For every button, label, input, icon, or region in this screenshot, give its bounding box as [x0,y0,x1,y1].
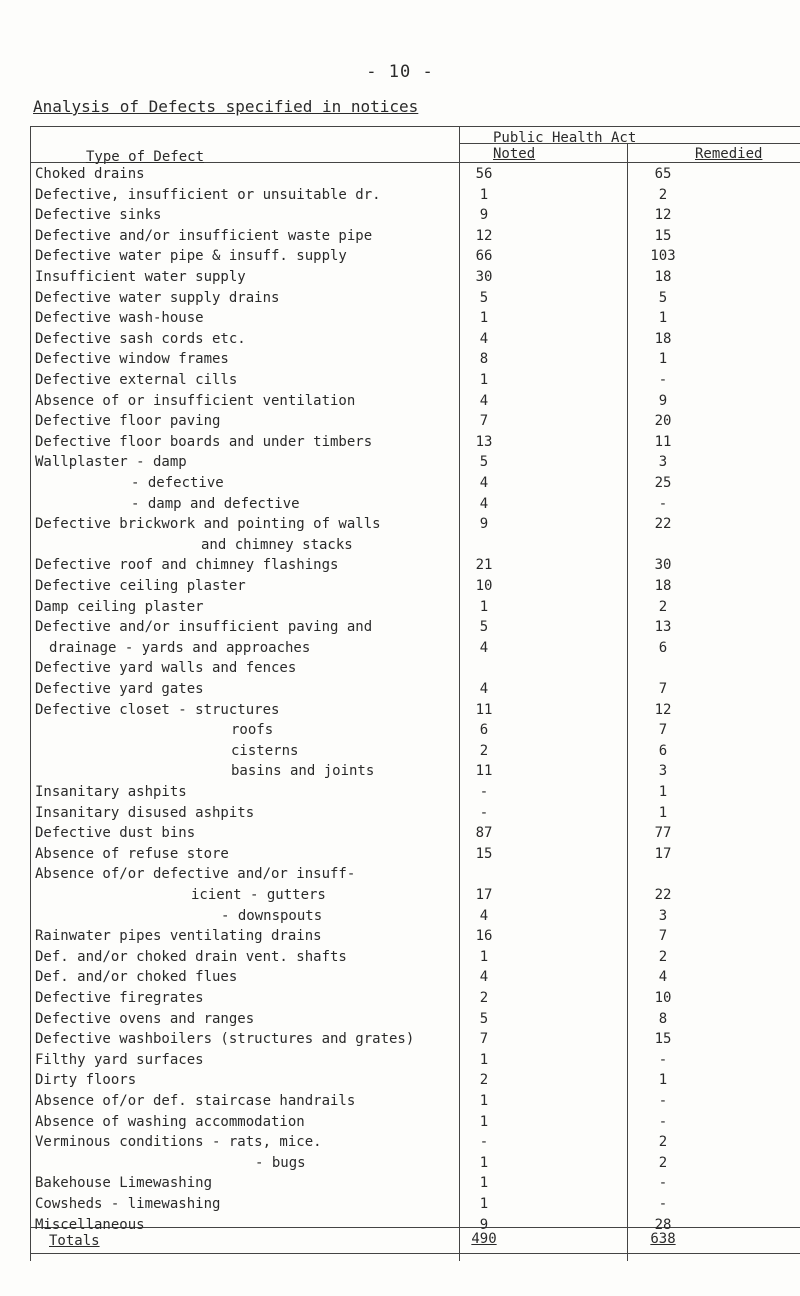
total-remedied: 638 [650,1231,676,1247]
remedied-value: 6 [658,639,668,656]
defect-label: Verminous conditions - rats, mice. [35,1134,322,1151]
table-row [31,928,800,944]
remedied-value: 15 [654,1031,672,1048]
noted-value: 9 [479,1216,489,1233]
defect-label: basins and joints [231,763,375,780]
page-heading: Analysis of Defects specified in notices [33,97,419,116]
remedied-value: 65 [654,166,672,182]
remedied-value: 103 [650,248,676,265]
remedied-value: 1 [658,351,668,368]
remedied-value: 3 [658,763,668,780]
remedied-value: 28 [654,1216,672,1233]
defect-label: roofs [231,722,274,739]
table-row [31,228,800,244]
noted-value: 7 [479,1031,489,1048]
table-row [31,969,800,985]
noted-value: 10 [475,578,493,594]
table-row [31,640,800,656]
remedied-value: 7 [658,928,668,945]
noted-value: 16 [475,928,493,945]
noted-value: 4 [479,495,489,512]
table-row [31,434,800,450]
totals-label: Totals [49,1233,100,1249]
remedied-value: 22 [654,887,672,903]
remedied-value: - [658,1196,668,1212]
noted-value: 1 [479,1154,489,1171]
noted-value: 56 [475,166,493,182]
defect-label: Defective washboilers (structures and grates) [35,1031,415,1048]
noted-value: 1 [479,310,489,327]
table-row [31,1155,800,1171]
table-row [31,331,800,347]
noted-value: 11 [475,701,493,718]
defect-label: Defective, insufficient or unsuitable dr. [35,186,381,203]
table-row [31,496,800,512]
defect-label: Defective sinks [35,207,162,224]
noted-value: - [479,1134,489,1151]
remedied-value: 22 [654,516,672,533]
noted-value: 1 [479,372,489,388]
remedied-value: 30 [654,557,672,574]
table-row [31,537,800,553]
table-row [31,660,800,676]
defect-label: Defective wash-house [35,310,204,327]
remedied-value: - [658,372,668,388]
defect-label: Defective window frames [35,351,229,368]
defect-label: Absence of or insufficient ventilation [35,392,356,409]
defect-label: - bugs [255,1154,306,1171]
table-row [31,269,800,285]
defect-label: Insanitary ashpits [35,784,187,800]
noted-value: - [479,784,489,800]
noted-value: 5 [479,619,489,636]
noted-value: 8 [479,351,489,368]
table-row [31,372,800,388]
defects-table [30,126,800,1261]
defect-label: Absence of/or defective and/or insuff- [35,866,356,883]
remedied-value: 3 [658,907,668,924]
table-row [31,1217,800,1233]
noted-value: 30 [475,269,493,285]
defect-label: Rainwater pipes ventilating drains [35,928,322,945]
noted-value: 15 [475,845,493,862]
table-row [31,207,800,223]
table-row [31,1031,800,1047]
noted-value: 9 [479,516,489,533]
remedied-value: - [658,1113,668,1130]
table-row [31,887,800,903]
remedied-value: 2 [658,1154,668,1171]
remedied-value: 8 [658,1010,668,1027]
defect-label: Defective closet - structures [35,701,280,718]
defect-label: - downspouts [221,907,323,924]
page-number: - 10 - [366,62,434,82]
noted-value: 1 [479,1113,489,1130]
table-row [31,310,800,326]
defect-label: Absence of washing accommodation [35,1113,305,1130]
noted-value: 1 [479,598,489,615]
noted-value: 5 [479,454,489,471]
remedied-value: 20 [654,413,672,430]
defect-label: and chimney stacks [201,536,353,553]
remedied-value: 1 [658,804,668,821]
defect-label: Defective roof and chimney flashings [35,557,339,574]
defect-label: Bakehouse Limewashing [35,1175,213,1192]
table-row [31,825,800,841]
defect-label: Defective and/or insufficient paving and [35,619,373,636]
noted-value: 2 [479,990,489,1006]
noted-value: 4 [479,475,489,491]
noted-value: 21 [475,557,493,574]
remedied-value: - [658,495,668,512]
table-row [31,454,800,470]
remedied-value: 11 [654,433,672,450]
remedied-value: 2 [658,186,668,203]
table-row [31,763,800,779]
type-of-defect-header: Type of Defect [86,149,205,165]
noted-value: 1 [479,1196,489,1212]
defect-label: Defective water supply drains [35,289,280,306]
defect-label: Miscellaneous [35,1216,145,1233]
noted-value: - [479,804,489,821]
table-row [31,846,800,862]
defect-label: Defective sash cords etc. [35,330,246,347]
noted-value: 1 [479,1175,489,1192]
remedied-value: 7 [658,722,668,739]
defect-label: Wallplaster - damp [35,454,187,471]
defect-label: Defective and/or insufficient waste pipe [35,227,373,244]
table-row [31,619,800,635]
remedied-value: - [658,1093,668,1109]
table-row [31,351,800,367]
defect-label: Defective floor paving [35,413,221,430]
remedied-value: 12 [654,701,672,718]
defect-label: Defective external cills [35,372,238,388]
remedied-value: 5 [658,289,668,306]
remedied-value: 6 [658,742,668,759]
table-row [31,1072,800,1088]
defect-label: Defective brickwork and pointing of walls [35,516,381,533]
table-row [31,1114,800,1130]
defect-label: Absence of/or def. staircase handrails [35,1093,356,1109]
remedied-value: 9 [658,392,668,409]
remedied-value: 12 [654,207,672,224]
remedied-value: 1 [658,1072,668,1089]
table-row [31,866,800,882]
table-row [31,557,800,573]
defect-label: Insufficient water supply [35,269,246,285]
remedied-value: 7 [658,681,668,697]
table-row [31,743,800,759]
noted-value: 87 [475,825,493,842]
defect-label: drainage - yards and approaches [49,639,311,656]
noted-value: 2 [479,1072,489,1089]
noted-value: 4 [479,681,489,697]
remedied-value: - [658,1051,668,1068]
noted-header: Noted [493,146,536,162]
defect-label: Defective ceiling plaster [35,578,246,594]
defect-label: Defective yard walls and fences [35,660,297,677]
noted-value: 12 [475,227,493,244]
remedied-value: - [658,1175,668,1192]
table-row [31,187,800,203]
table-row [31,578,800,594]
defect-label: Def. and/or choked drain vent. shafts [35,948,347,965]
table-row [31,475,800,491]
noted-value: 4 [479,330,489,347]
defect-label: Insanitary disused ashpits [35,804,255,821]
remedied-value: 25 [654,475,672,491]
table-row [31,290,800,306]
defect-label: icient - gutters [191,887,326,903]
defect-label: Defective ovens and ranges [35,1010,255,1027]
noted-value: 6 [479,722,489,739]
remedied-value: 2 [658,1134,668,1151]
defect-label: Defective water pipe & insuff. supply [35,248,347,265]
table-row [31,1052,800,1068]
remedied-value: 1 [658,310,668,327]
table-row [31,702,800,718]
defect-label: Choked drains [35,166,145,182]
table-row [31,166,800,182]
defect-label: Defective floor boards and under timbers [35,433,373,450]
defect-label: Absence of refuse store [35,845,229,862]
defect-label: Damp ceiling plaster [35,598,204,615]
defect-label: - defective [131,475,224,491]
noted-value: 7 [479,413,489,430]
remedied-value: 10 [654,990,672,1006]
table-row [31,1093,800,1109]
remedied-value: 18 [654,269,672,285]
table-row [31,1134,800,1150]
remedied-header: Remedied [695,146,763,162]
defect-label: Defective dust bins [35,825,196,842]
noted-value: 1 [479,948,489,965]
table-row [31,908,800,924]
noted-value: 4 [479,392,489,409]
noted-value: 13 [475,433,493,450]
noted-value: 1 [479,186,489,203]
remedied-value: 2 [658,948,668,965]
table-row [31,1196,800,1212]
table-row [31,784,800,800]
table-row [31,1011,800,1027]
table-row [31,722,800,738]
noted-value: 17 [475,887,493,903]
defect-label: Dirty floors [35,1072,137,1089]
noted-value: 66 [475,248,493,265]
table-row [31,393,800,409]
remedied-value: 4 [658,969,668,986]
remedied-value: 1 [658,784,668,800]
defect-label: Defective firegrates [35,990,204,1006]
remedied-value: 77 [654,825,672,842]
defect-label: cisterns [231,742,299,759]
remedied-value: 17 [654,845,672,862]
noted-value: 11 [475,763,493,780]
remedied-value: 13 [654,619,672,636]
defect-label: Def. and/or choked flues [35,969,238,986]
table-row [31,516,800,532]
defect-label: Defective yard gates [35,681,204,697]
table-row [31,805,800,821]
table-row [31,990,800,1006]
table-row [31,248,800,264]
remedied-value: 18 [654,330,672,347]
table-row [31,413,800,429]
defect-label: Cowsheds - limewashing [35,1196,221,1212]
remedied-value: 2 [658,598,668,615]
table-row [31,1175,800,1191]
defect-label: Filthy yard surfaces [35,1051,204,1068]
noted-value: 4 [479,969,489,986]
table-row [31,599,800,615]
remedied-value: 3 [658,454,668,471]
total-noted: 490 [471,1231,497,1247]
totals-bottom-rule [31,1253,800,1254]
noted-value: 1 [479,1093,489,1109]
noted-value: 5 [479,1010,489,1027]
remedied-value: 15 [654,227,672,244]
table-row [31,681,800,697]
noted-value: 5 [479,289,489,306]
noted-value: 1 [479,1051,489,1068]
noted-value: 2 [479,742,489,759]
public-health-act-header: Public Health Act [493,130,637,146]
defect-label: - damp and defective [131,495,300,512]
noted-value: 9 [479,207,489,224]
remedied-value: 18 [654,578,672,594]
noted-value: 4 [479,907,489,924]
table-row [31,949,800,965]
noted-value: 4 [479,639,489,656]
